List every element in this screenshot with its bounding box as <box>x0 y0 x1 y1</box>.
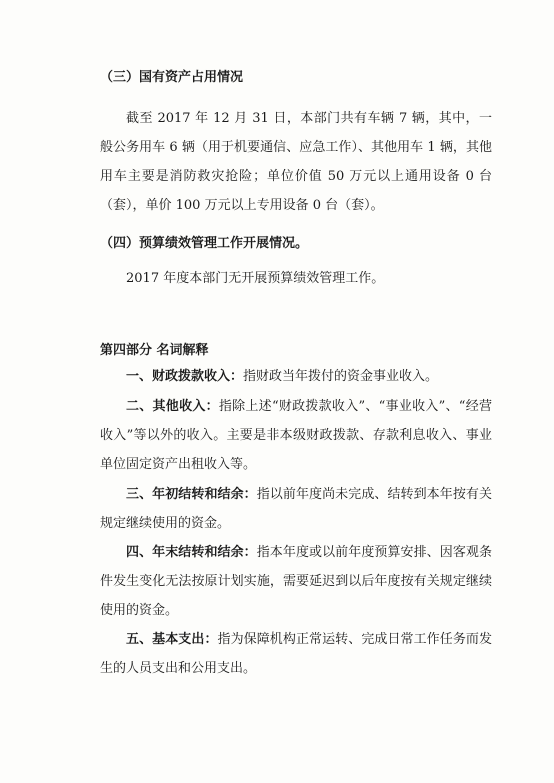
assets-heading: （三）国有资产占用情况 <box>100 70 244 85</box>
term-3-title: 三、年初结转和结余： <box>126 487 257 502</box>
term-5-definition: 指为保障机构正常运转、完成日常工作任务而发生的人员支出和公用支出。 <box>100 632 492 676</box>
term-4-definition: 指本年度或以前年度预算安排、因客观条件发生变化无法按原计划实施，需要延迟到以后年度按有关规定继续使用的资金。 <box>100 545 492 618</box>
assets-paragraph: 截至 2017 年 12 月 31 日，本部门共有车辆 7 辆，其中，一般公务用车 6 辆（用于机要通信、应急工作）、其他用车 1 辆，其他用车主要是消防救灾抢险；单位价值 50 万元以上通用设备 0 台（套），单价 100 万元以上专用设备 0 台（套）。 <box>100 111 492 213</box>
term-1-title: 一、财政拨款收入： <box>126 369 244 384</box>
performance-paragraph: 2017 年度本部门无开展预算绩效管理工作。 <box>126 271 385 286</box>
term-4-title: 四、年末结转和结余： <box>126 545 257 560</box>
part-four-heading: 第四部分 名词解释 <box>100 343 209 358</box>
term-5-title: 五、基本支出： <box>126 632 218 647</box>
term-5 <box>100 625 492 683</box>
term-3 <box>100 480 492 538</box>
term-1 <box>100 362 492 391</box>
term-1-definition: 指财政当年拨付的资金事业收入。 <box>243 369 439 384</box>
term-2-definition: 指除上述“财政拨款收入”、“事业收入”、“经营收入”等以外的收入。主要是非本级财政拨款、存款利息收入、事业单位固定资产出租收入等。 <box>100 399 492 472</box>
performance-heading: （四）预算绩效管理工作开展情况。 <box>100 236 309 251</box>
term-2-title: 二、其他收入： <box>126 399 219 414</box>
term-3-definition: 指以前年度尚未完成、结转到本年按有关规定继续使用的资金。 <box>100 487 492 531</box>
term-4 <box>100 538 492 625</box>
term-2 <box>100 392 492 479</box>
